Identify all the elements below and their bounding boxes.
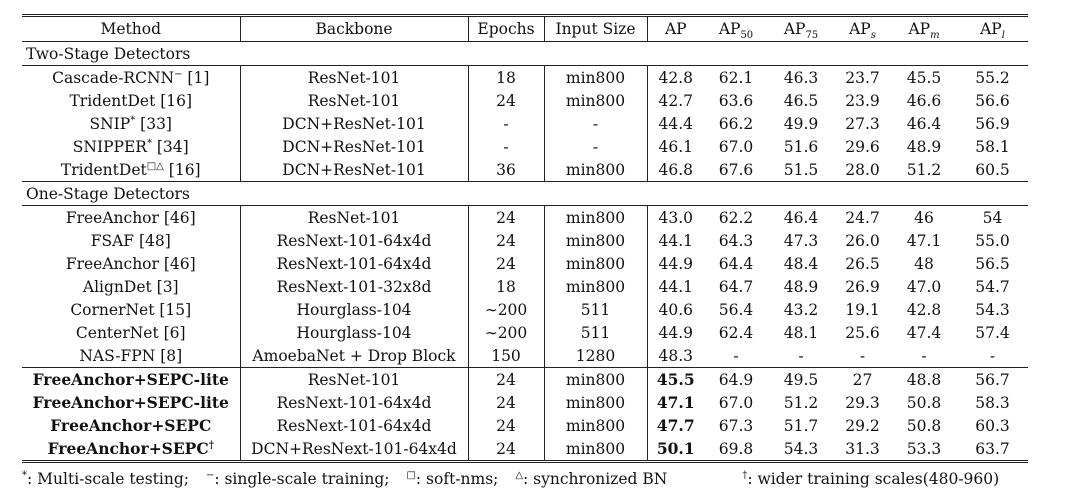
ap50-cell: 66.2 <box>718 114 754 133</box>
table-row <box>22 368 1028 392</box>
ap-cell: 44.1 <box>658 231 693 250</box>
ap-cell: 44.4 <box>658 114 693 133</box>
method-cell: NAS-FPN [8] <box>22 344 240 368</box>
method-cell: CornerNet [15] <box>22 298 240 321</box>
method-cell: FreeAnchor+SEPC <box>22 414 240 437</box>
footnote: *: Multi-scale testing; −: single-scale training; □: soft-nms; △: synchronized BN †: wider training scales(480-960) <box>22 469 1000 488</box>
ap50-cell: 67.3 <box>718 416 754 435</box>
ap-cell: 46.1 <box>658 137 693 156</box>
ap50-cell: 62.1 <box>718 68 754 87</box>
results-table <box>22 14 1028 463</box>
ap-cell: 40.6 <box>658 300 693 319</box>
ap75-cell: 51.2 <box>783 393 819 412</box>
epochs-cell: 24 <box>468 437 544 462</box>
apl-cell: 60.5 <box>975 160 1010 179</box>
method-cell: Cascade-RCNN− [1] <box>22 66 240 90</box>
ap75-cell: 49.5 <box>768 368 834 392</box>
aps-cell: 31.3 <box>834 437 891 462</box>
method-cell: FreeAnchor+SEPC† <box>22 437 240 462</box>
ap50-cell: 56.4 <box>718 300 754 319</box>
apl-cell: 54.3 <box>975 300 1010 319</box>
backbone-cell: ResNext-101-64x4d <box>240 229 468 252</box>
ap-cell: 44.1 <box>658 277 693 296</box>
aps-cell: 29.3 <box>845 393 880 412</box>
apl-cell: 60.3 <box>975 416 1010 435</box>
ap75-cell: - <box>798 346 804 365</box>
section-label: One-Stage Detectors <box>22 182 1028 206</box>
table-row <box>22 135 1028 158</box>
aps-cell: 27.3 <box>845 114 880 133</box>
input-cell: min800 <box>544 158 647 182</box>
ap75-cell: 43.2 <box>783 300 819 319</box>
header-input-size: Input Size <box>544 16 647 42</box>
ap50-cell: 62.4 <box>718 323 754 342</box>
method-cell: FSAF [48] <box>22 229 240 252</box>
ap-cell: 48.3 <box>658 346 693 365</box>
table-row <box>22 414 1028 437</box>
ap-cell: 42.7 <box>658 91 693 110</box>
backbone-cell: DCN+ResNet-101 <box>240 112 468 135</box>
apm-cell: 53.3 <box>891 437 957 462</box>
input-cell: min800 <box>544 229 647 252</box>
apl-cell: 57.4 <box>975 323 1010 342</box>
backbone-cell: DCN+ResNet-101 <box>240 158 468 182</box>
epochs-cell: ∼200 <box>468 321 544 344</box>
method-cell: FreeAnchor [46] <box>22 206 240 230</box>
input-cell: 511 <box>544 298 647 321</box>
apm-cell: 46.4 <box>906 114 942 133</box>
method-cell: FreeAnchor+SEPC-lite <box>22 391 240 414</box>
header-backbone: Backbone <box>240 16 468 42</box>
table-row <box>22 66 1028 90</box>
apl-cell: 56.9 <box>975 114 1010 133</box>
header-epochs: Epochs <box>468 16 544 42</box>
backbone-cell: ResNet-101 <box>240 368 468 392</box>
ap-cell: 43.0 <box>658 208 693 227</box>
input-cell: min800 <box>544 391 647 414</box>
apm-cell: 51.2 <box>906 160 942 179</box>
ap-cell: 42.8 <box>658 68 693 87</box>
ap75-cell: 51.6 <box>783 137 819 156</box>
section-one-stage <box>22 182 1028 206</box>
apm-cell: 47.4 <box>906 323 942 342</box>
ap50-cell: 62.2 <box>718 208 754 227</box>
section-label: Two-Stage Detectors <box>22 42 1028 66</box>
epochs-cell: 24 <box>468 414 544 437</box>
apl-cell: 56.5 <box>975 254 1010 273</box>
apm-cell: 47.0 <box>906 277 942 296</box>
table-row <box>22 275 1028 298</box>
apl-cell: 54.7 <box>975 277 1010 296</box>
input-cell: - <box>544 112 647 135</box>
epochs-cell: 24 <box>468 229 544 252</box>
apl-cell: 55.0 <box>975 231 1010 250</box>
apm-cell: 45.5 <box>906 68 942 87</box>
apl-cell: - <box>989 346 996 365</box>
ap75-cell: 48.4 <box>783 254 819 273</box>
table-row <box>22 89 1028 112</box>
input-cell: min800 <box>544 89 647 112</box>
apl-cell: 54 <box>982 208 1003 227</box>
method-cell: AlignDet [3] <box>22 275 240 298</box>
method-cell: TridentDet [16] <box>22 89 240 112</box>
table-row <box>22 252 1028 275</box>
input-cell: 511 <box>544 321 647 344</box>
method-cell: FreeAnchor [46] <box>22 252 240 275</box>
backbone-cell: DCN+ResNet-101 <box>240 135 468 158</box>
table-row <box>22 112 1028 135</box>
apm-cell: - <box>921 346 927 365</box>
aps-cell: 25.6 <box>845 323 880 342</box>
ap50-cell: 69.8 <box>704 437 768 462</box>
method-cell: SNIPPER* [34] <box>22 135 240 158</box>
aps-cell: 26.5 <box>845 254 880 273</box>
ap-cell: 44.9 <box>658 254 693 273</box>
apm-cell: 48.8 <box>891 368 957 392</box>
epochs-cell: 24 <box>468 391 544 414</box>
ap-cell: 45.5 <box>647 368 704 392</box>
aps-cell: 29.2 <box>845 416 880 435</box>
apm-cell: 46.6 <box>906 91 942 110</box>
apl-cell: 56.6 <box>975 91 1010 110</box>
ap50-cell: 63.6 <box>718 91 754 110</box>
table-row <box>22 437 1028 462</box>
ap-cell: 46.8 <box>658 160 693 179</box>
apm-cell: 46 <box>914 208 934 227</box>
ap50-cell: 64.7 <box>718 277 754 296</box>
aps-cell: 23.7 <box>845 68 880 87</box>
backbone-cell: ResNext-101-64x4d <box>240 391 468 414</box>
ap75-cell: 51.7 <box>783 416 819 435</box>
epochs-cell: - <box>468 112 544 135</box>
method-cell: TridentDet□△ [16] <box>22 158 240 182</box>
table-row <box>22 298 1028 321</box>
header-ap50: $AP_{50}$ <box>704 16 768 42</box>
method-cell: SNIP* [33] <box>22 112 240 135</box>
header-ap75: $AP_{75}$ <box>768 16 834 42</box>
backbone-cell: ResNet-101 <box>240 206 468 230</box>
table-row <box>22 321 1028 344</box>
table-row <box>22 229 1028 252</box>
ap-cell: 47.7 <box>656 415 695 435</box>
backbone-cell: ResNext-101-64x4d <box>240 252 468 275</box>
input-cell: min800 <box>544 368 647 392</box>
aps-cell: 28.0 <box>845 160 880 179</box>
apl-cell: 56.7 <box>957 368 1028 392</box>
apl-cell: 58.1 <box>975 137 1010 156</box>
epochs-cell: 24 <box>468 206 544 230</box>
apl-cell: 55.2 <box>975 68 1010 87</box>
ap50-cell: 64.4 <box>718 254 754 273</box>
apm-cell: 48 <box>914 254 934 273</box>
epochs-cell: ∼200 <box>468 298 544 321</box>
ap50-cell: - <box>733 346 739 365</box>
aps-cell: 23.9 <box>845 91 880 110</box>
input-cell: - <box>544 135 647 158</box>
ap75-cell: 51.5 <box>783 160 819 179</box>
table-row <box>22 206 1028 230</box>
method-cell: CenterNet [6] <box>22 321 240 344</box>
backbone-cell: DCN+ResNext-101-64x4d <box>240 437 468 462</box>
apl-cell: 63.7 <box>957 437 1028 462</box>
header-apm: $AP_m$ <box>891 16 957 42</box>
aps-cell: 26.9 <box>845 277 880 296</box>
ap75-cell: 46.5 <box>783 91 819 110</box>
epochs-cell: 18 <box>468 275 544 298</box>
ap-cell: 44.9 <box>658 323 693 342</box>
header-ap: AP <box>647 16 704 42</box>
ap50-cell: 67.0 <box>718 137 754 156</box>
ap50-cell: 67.0 <box>718 393 754 412</box>
backbone-cell: ResNet-101 <box>240 66 468 90</box>
header-apl: $AP_l$ <box>957 16 1028 42</box>
section-two-stage <box>22 42 1028 66</box>
epochs-cell: - <box>468 135 544 158</box>
ap75-cell: 46.3 <box>783 68 819 87</box>
aps-cell: 27 <box>834 368 891 392</box>
input-cell: min800 <box>544 437 647 462</box>
ap75-cell: 48.9 <box>783 277 819 296</box>
apm-cell: 50.8 <box>906 416 942 435</box>
ap75-cell: 49.9 <box>783 114 819 133</box>
aps-cell: - <box>859 346 866 365</box>
backbone-cell: Hourglass-104 <box>240 298 468 321</box>
aps-cell: 26.0 <box>845 231 880 250</box>
ap-cell: 47.1 <box>656 392 695 412</box>
header-row <box>22 16 1028 42</box>
epochs-cell: 24 <box>468 89 544 112</box>
input-cell: min800 <box>544 275 647 298</box>
ap75-cell: 47.3 <box>783 231 819 250</box>
apm-cell: 50.8 <box>906 393 942 412</box>
input-cell: min800 <box>544 66 647 90</box>
epochs-cell: 24 <box>468 252 544 275</box>
backbone-cell: ResNet-101 <box>240 89 468 112</box>
ap50-cell: 64.3 <box>718 231 754 250</box>
apm-cell: 48.9 <box>906 137 942 156</box>
backbone-cell: AmoebaNet + Drop Block <box>240 344 468 368</box>
ap50-cell: 67.6 <box>718 160 754 179</box>
ap75-cell: 48.1 <box>783 323 819 342</box>
epochs-cell: 36 <box>468 158 544 182</box>
backbone-cell: ResNext-101-32x8d <box>240 275 468 298</box>
header-aps: $AP_s$ <box>834 16 891 42</box>
header-method: Method <box>22 16 240 42</box>
epochs-cell: 24 <box>468 368 544 392</box>
input-cell: min800 <box>544 414 647 437</box>
table-row <box>22 344 1028 368</box>
ap75-cell: 46.4 <box>783 208 819 227</box>
aps-cell: 19.1 <box>845 300 880 319</box>
aps-cell: 24.7 <box>845 208 880 227</box>
input-cell: 1280 <box>544 344 647 368</box>
apm-cell: 47.1 <box>906 231 942 250</box>
backbone-cell: Hourglass-104 <box>240 321 468 344</box>
table-row <box>22 391 1028 414</box>
apl-cell: 58.3 <box>975 393 1010 412</box>
method-cell: FreeAnchor+SEPC-lite <box>22 368 240 392</box>
epochs-cell: 150 <box>468 344 544 368</box>
ap-cell: 50.1 <box>647 437 704 462</box>
ap50-cell: 64.9 <box>704 368 768 392</box>
aps-cell: 29.6 <box>845 137 880 156</box>
ap75-cell: 54.3 <box>768 437 834 462</box>
input-cell: min800 <box>544 252 647 275</box>
apm-cell: 42.8 <box>906 300 942 319</box>
input-cell: min800 <box>544 206 647 230</box>
backbone-cell: ResNext-101-64x4d <box>240 414 468 437</box>
results-table-container <box>22 14 1028 463</box>
table-row <box>22 158 1028 182</box>
epochs-cell: 18 <box>468 66 544 90</box>
